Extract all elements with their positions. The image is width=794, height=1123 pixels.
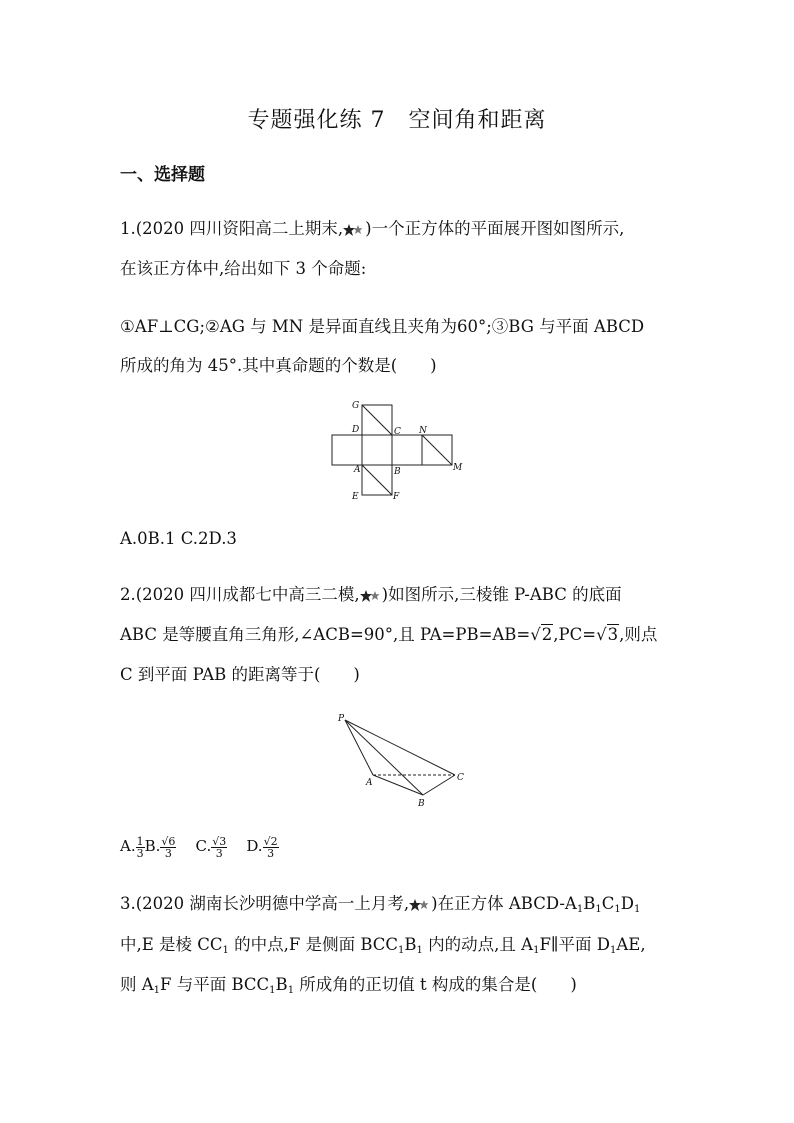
difficulty-star-icon xyxy=(409,898,431,912)
section-heading: 一、选择题 xyxy=(120,165,205,185)
q1-line4: 所成的角为 45°.其中真命题的个数是( ) xyxy=(120,356,437,375)
label-b: B xyxy=(394,467,401,477)
label-m: M xyxy=(453,463,463,473)
q1-options: A.0B.1 C.2D.3 xyxy=(120,529,237,548)
q3-line3: 则 $A_1F$ 与平面 $BCC_1B_1$ 所成角的正切值 t 构成的集合是( ) xyxy=(120,975,577,996)
pyramid-figure xyxy=(335,710,465,810)
label-c: C xyxy=(394,427,401,437)
label-n: N xyxy=(419,426,427,436)
q2-option-d: D. $\frac{√2}{3}$ xyxy=(246,834,278,860)
page-title: 专题强化练 7 空间角和距离 xyxy=(247,108,547,133)
difficulty-star-icon xyxy=(343,223,365,237)
label-f: F xyxy=(393,492,400,502)
q3-line2: 中,E 是棱 $CC_1$ 的中点,F 是侧面 $BCC_1B_1$ 内的动点,且 $A_1F\parallel$平面 $D_1AE$, xyxy=(120,935,646,956)
label-p: P xyxy=(338,714,345,724)
sqrt-3: √3 xyxy=(596,625,619,644)
q2-line1: 2.(2020 四川成都七中高三二模, )如图所示,三棱锥 P-ABC 的底面 xyxy=(120,585,622,604)
q1-line2: 在该正方体中,给出如下 3 个命题: xyxy=(120,259,367,278)
q1-line3: ①AF⊥CG;②AG 与 MN 是异面直线且夹角为60°;③BG 与平面 ABCD xyxy=(120,317,645,336)
q2-options xyxy=(120,835,279,859)
q2-line2: ABC 是等腰直角三角形,∠ACB=90°,且 PA=PB=AB=√2,PC=√3,则点 xyxy=(120,625,658,644)
difficulty-star-icon xyxy=(360,589,382,603)
q1-line1: 1.(2020 四川资阳高二上期末, )一个正方体的平面展开图如图所示, xyxy=(120,219,625,238)
q3-line1: 3.(2020 湖南长沙明德中学高一上月考, )在正方体 ABCD-$A_1B_1C_1D_1$ xyxy=(120,894,641,915)
cube-net-figure xyxy=(330,395,465,505)
sqrt-2: √2 xyxy=(530,625,553,644)
label-b: B xyxy=(418,799,425,809)
label-a: A xyxy=(366,778,373,788)
q2-line3: C 到平面 PAB 的距离等于( ) xyxy=(120,665,360,684)
q2-option-a: A. $\frac{1}{3}$ xyxy=(120,834,144,860)
label-g: G xyxy=(352,401,360,411)
label-a: A xyxy=(354,465,361,475)
q2-option-c: C. $\frac{√3}{3}$ xyxy=(195,834,227,860)
label-c: C xyxy=(457,773,464,783)
q2-option-b: B. $\frac{√6}{3}$ xyxy=(144,834,176,860)
label-d: D xyxy=(352,425,360,435)
label-e: E xyxy=(352,492,359,502)
